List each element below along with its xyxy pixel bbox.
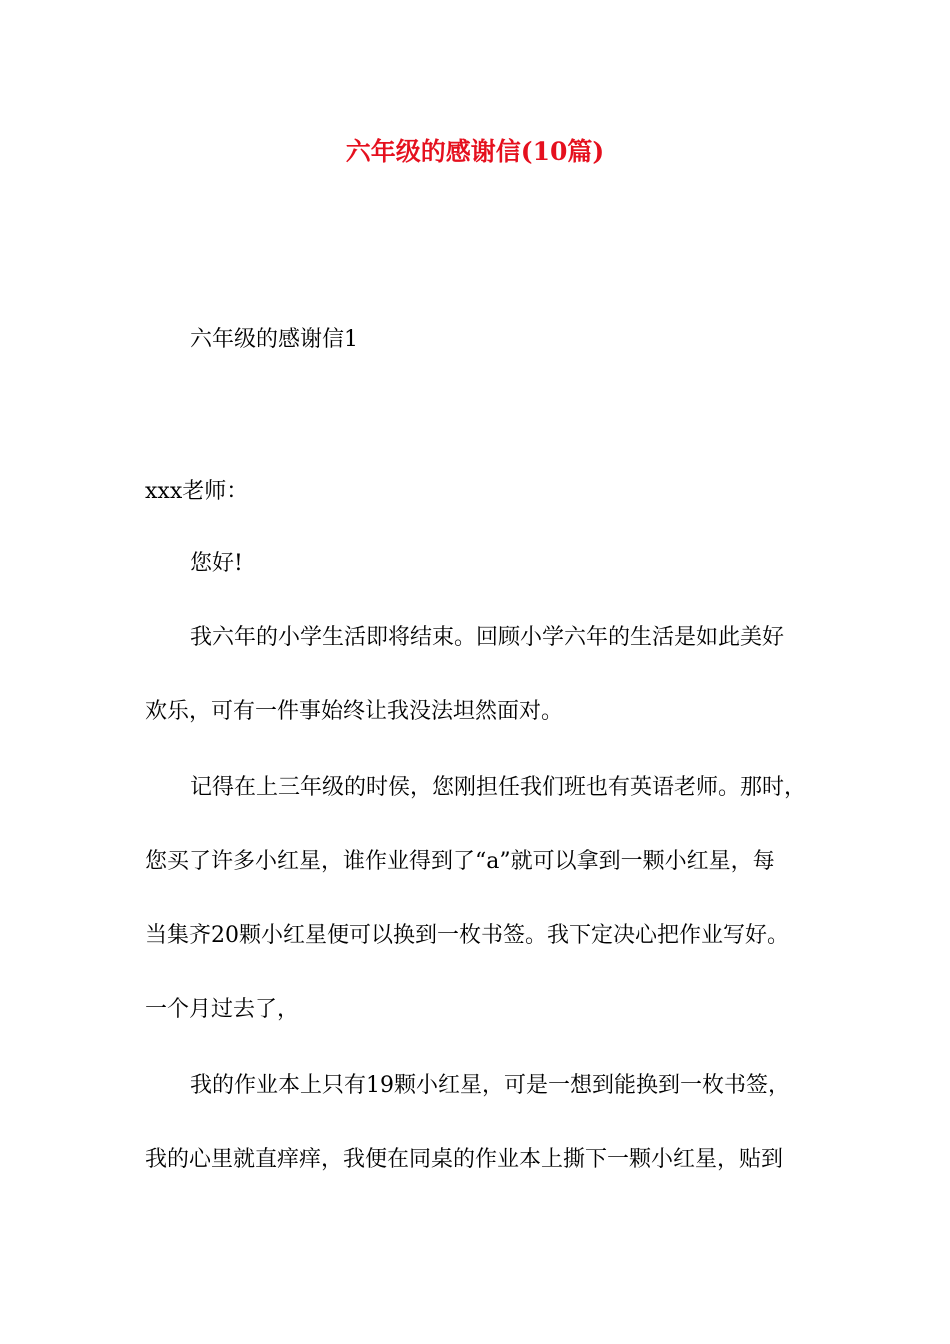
paragraph-line: 我的作业本上只有19颗小红星，可是一想到能换到一枚书签， xyxy=(190,1073,790,1098)
salutation: xxx老师： xyxy=(145,479,249,504)
paragraph-line: 我六年的小学生活即将结束。回顾小学六年的生活是如此美好 xyxy=(190,625,785,650)
paragraph-line: 一个月过去了， xyxy=(145,997,300,1022)
section-heading: 六年级的感谢信1 xyxy=(190,327,358,352)
paragraph-line: 您买了许多小红星，谁作业得到了“a”就可以拿到一颗小红星，每 xyxy=(145,849,775,874)
document-title: 六年级的感谢信(10篇) xyxy=(345,137,605,166)
paragraph-line: 我的心里就直痒痒，我便在同桌的作业本上撕下一颗小红星，贴到 xyxy=(145,1147,784,1172)
paragraph-line: 当集齐20颗小红星便可以换到一枚书签。我下定决心把作业写好。 xyxy=(145,923,789,948)
paragraph-line: 记得在上三年级的时侯，您刚担任我们班也有英语老师。那时， xyxy=(190,775,807,800)
paragraph-line: 欢乐，可有一件事始终让我没法坦然面对。 xyxy=(145,699,564,724)
greeting: 您好! xyxy=(190,551,243,576)
